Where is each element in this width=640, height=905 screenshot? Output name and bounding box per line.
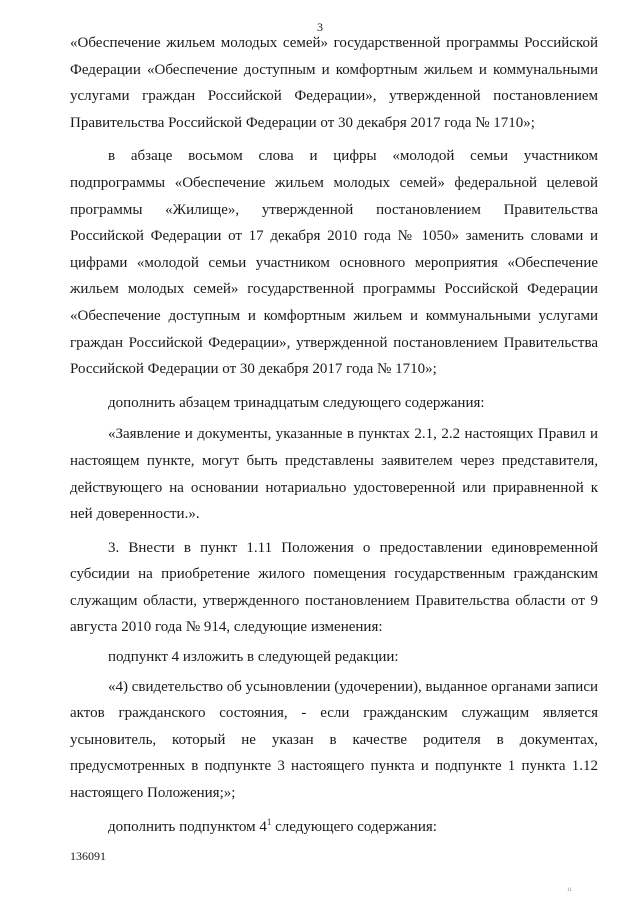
paragraph-subitem-four: подпункт 4 изложить в следующей редакции: xyxy=(108,649,399,666)
document-code: 136091 xyxy=(70,849,106,863)
page-number: 3 xyxy=(317,20,323,34)
last-paragraph-after: следующего содержания: xyxy=(271,818,437,835)
paragraph-add-abzac: дополнить абзацем тринадцатым следующего содержания: xyxy=(108,394,485,411)
paragraph-quote-application: «Заявление и документы, указанные в пунктах 2.1, 2.2 настоящих Правил и настоящем пункте, могут быть представлены заявителем через представителя, действующего на основании нотариально удостоверенной или приравненной к ней доверенности.». xyxy=(70,426,598,523)
superscript-one: 1 xyxy=(266,816,272,827)
paragraph-item-three: 3. Внести в пункт 1.11 Положения о предоставлении единовременной субсидии на приобретение жилого помещения государственным гражданским служащим области, утвержденного постановлением Правительства области от 9 августа 2010 года № 914, следующие изменения: xyxy=(70,539,598,636)
paragraph-abzac-eight: в абзаце восьмом слова и цифры «молодой семьи участником подпрограммы «Обеспечение жильем молодых семей» федеральной целевой программы «Жилище», утвержденной постановлением Правительства Российской Федерации от 17 декабря 2010 года № 1050» заменить словами и цифрами «молодой семьи участником основного мероприятия «Обеспечение жильем молодых семей» государственной программы Российской Федерации «Обеспечение доступным и комфортным жильем и коммунальными услугами граждан Российской Федерации», утвержденной постановлением Правительства Российской Федерации от 30 декабря 2017 года № 1710»; xyxy=(70,148,598,378)
last-paragraph-before: дополнить подпунктом 4 xyxy=(108,818,267,835)
paragraph-add-subitem xyxy=(70,814,598,841)
paragraph-quote-subitem-four: «4) свидетельство об усыновлении (удочерении), выданное органами записи актов гражданского состояния, - если гражданским служащим является усыновитель, который не указан в качестве родителя в документах, предусмотренных в подпункте 3 настоящего пункта и подпункте 1 пункта 1.12 настоящего Положения;»; xyxy=(70,678,599,802)
paragraph-continuation: «Обеспечение жильем молодых семей» государственной программы Российской Федерации «Обеспечение доступным и комфортным жильем и коммунальными услугами граждан Российской Федерации», утвержденной постановлением Правительства Российской Федерации от 30 декабря 2017 года № 1710»; xyxy=(70,35,598,131)
document-body xyxy=(70,30,598,840)
corner-mark: 11 xyxy=(567,888,572,893)
